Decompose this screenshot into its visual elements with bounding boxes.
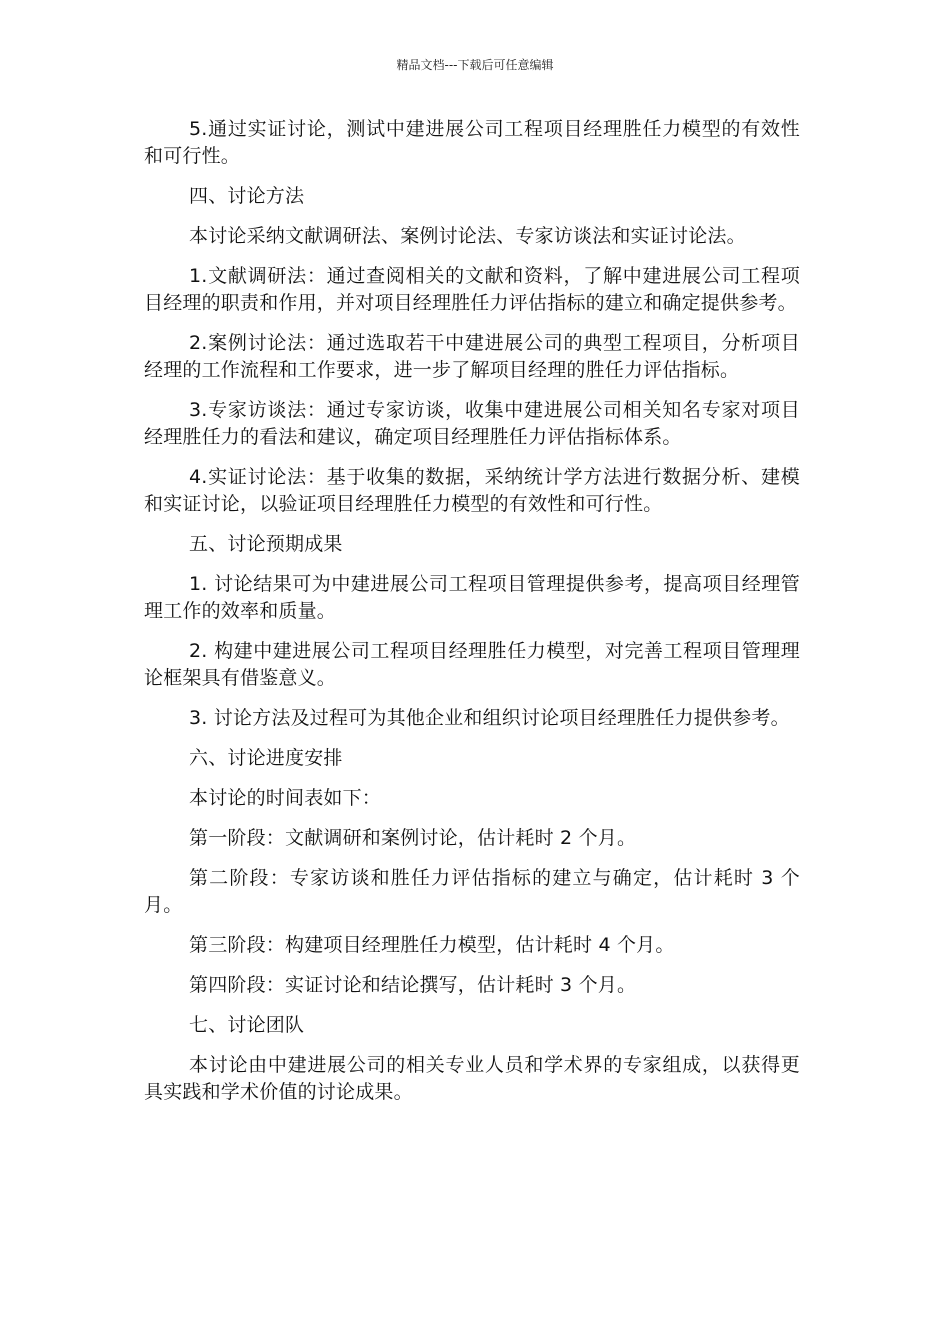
paragraph-objective-5: 5.通过实证讨论，测试中建进展公司工程项目经理胜任力模型的有效性和可行性。 bbox=[144, 118, 800, 167]
paragraph-stage-1: 第一阶段：文献调研和案例讨论，估计耗时 2 个月。 bbox=[189, 827, 637, 849]
page-header: 精品文档---下载后可任意编辑 bbox=[396, 58, 554, 72]
paragraph-team: 本讨论由中建进展公司的相关专业人员和学术界的专家组成，以获得更具实践和学术价值的讨论成果。 bbox=[144, 1054, 800, 1103]
paragraph-method-4: 4.实证讨论法：基于收集的数据，采纳统计学方法进行数据分析、建模和实证讨论，以验证项目经理胜任力模型的有效性和可行性。 bbox=[144, 466, 800, 515]
paragraph-outcome-2: 2. 构建中建进展公司工程项目经理胜任力模型，对完善工程项目管理理论框架具有借鉴意义。 bbox=[144, 640, 800, 689]
paragraph-stage-4: 第四阶段：实证讨论和结论撰写，估计耗时 3 个月。 bbox=[189, 974, 637, 996]
section-heading-schedule: 六、讨论进度安排 bbox=[189, 747, 343, 769]
section-heading-methods: 四、讨论方法 bbox=[189, 185, 305, 207]
section-heading-team: 七、讨论团队 bbox=[189, 1014, 305, 1036]
paragraph-method-2: 2.案例讨论法：通过选取若干中建进展公司的典型工程项目，分析项目经理的工作流程和工作要求，进一步了解项目经理的胜任力评估指标。 bbox=[144, 332, 800, 381]
paragraph-stage-3: 第三阶段：构建项目经理胜任力模型，估计耗时 4 个月。 bbox=[189, 934, 675, 956]
paragraph-methods-intro: 本讨论采纳文献调研法、案例讨论法、专家访谈法和实证讨论法。 bbox=[189, 225, 746, 247]
paragraph-outcome-1: 1. 讨论结果可为中建进展公司工程项目管理提供参考，提高项目经理管理工作的效率和质量。 bbox=[144, 573, 800, 622]
paragraph-method-3: 3.专家访谈法：通过专家访谈，收集中建进展公司相关知名专家对项目经理胜任力的看法和建议，确定项目经理胜任力评估指标体系。 bbox=[144, 399, 800, 448]
paragraph-stage-2: 第二阶段：专家访谈和胜任力评估指标的建立与确定，估计耗时 3 个月。 bbox=[144, 867, 800, 916]
section-heading-outcomes: 五、讨论预期成果 bbox=[189, 533, 343, 555]
paragraph-schedule-intro: 本讨论的时间表如下： bbox=[189, 787, 382, 809]
paragraph-method-1: 1.文献调研法：通过查阅相关的文献和资料，了解中建进展公司工程项目经理的职责和作用，并对项目经理胜任力评估指标的建立和确定提供参考。 bbox=[144, 265, 800, 314]
paragraph-outcome-3: 3. 讨论方法及过程可为其他企业和组织讨论项目经理胜任力提供参考。 bbox=[189, 707, 790, 729]
document-body bbox=[144, 116, 800, 1119]
